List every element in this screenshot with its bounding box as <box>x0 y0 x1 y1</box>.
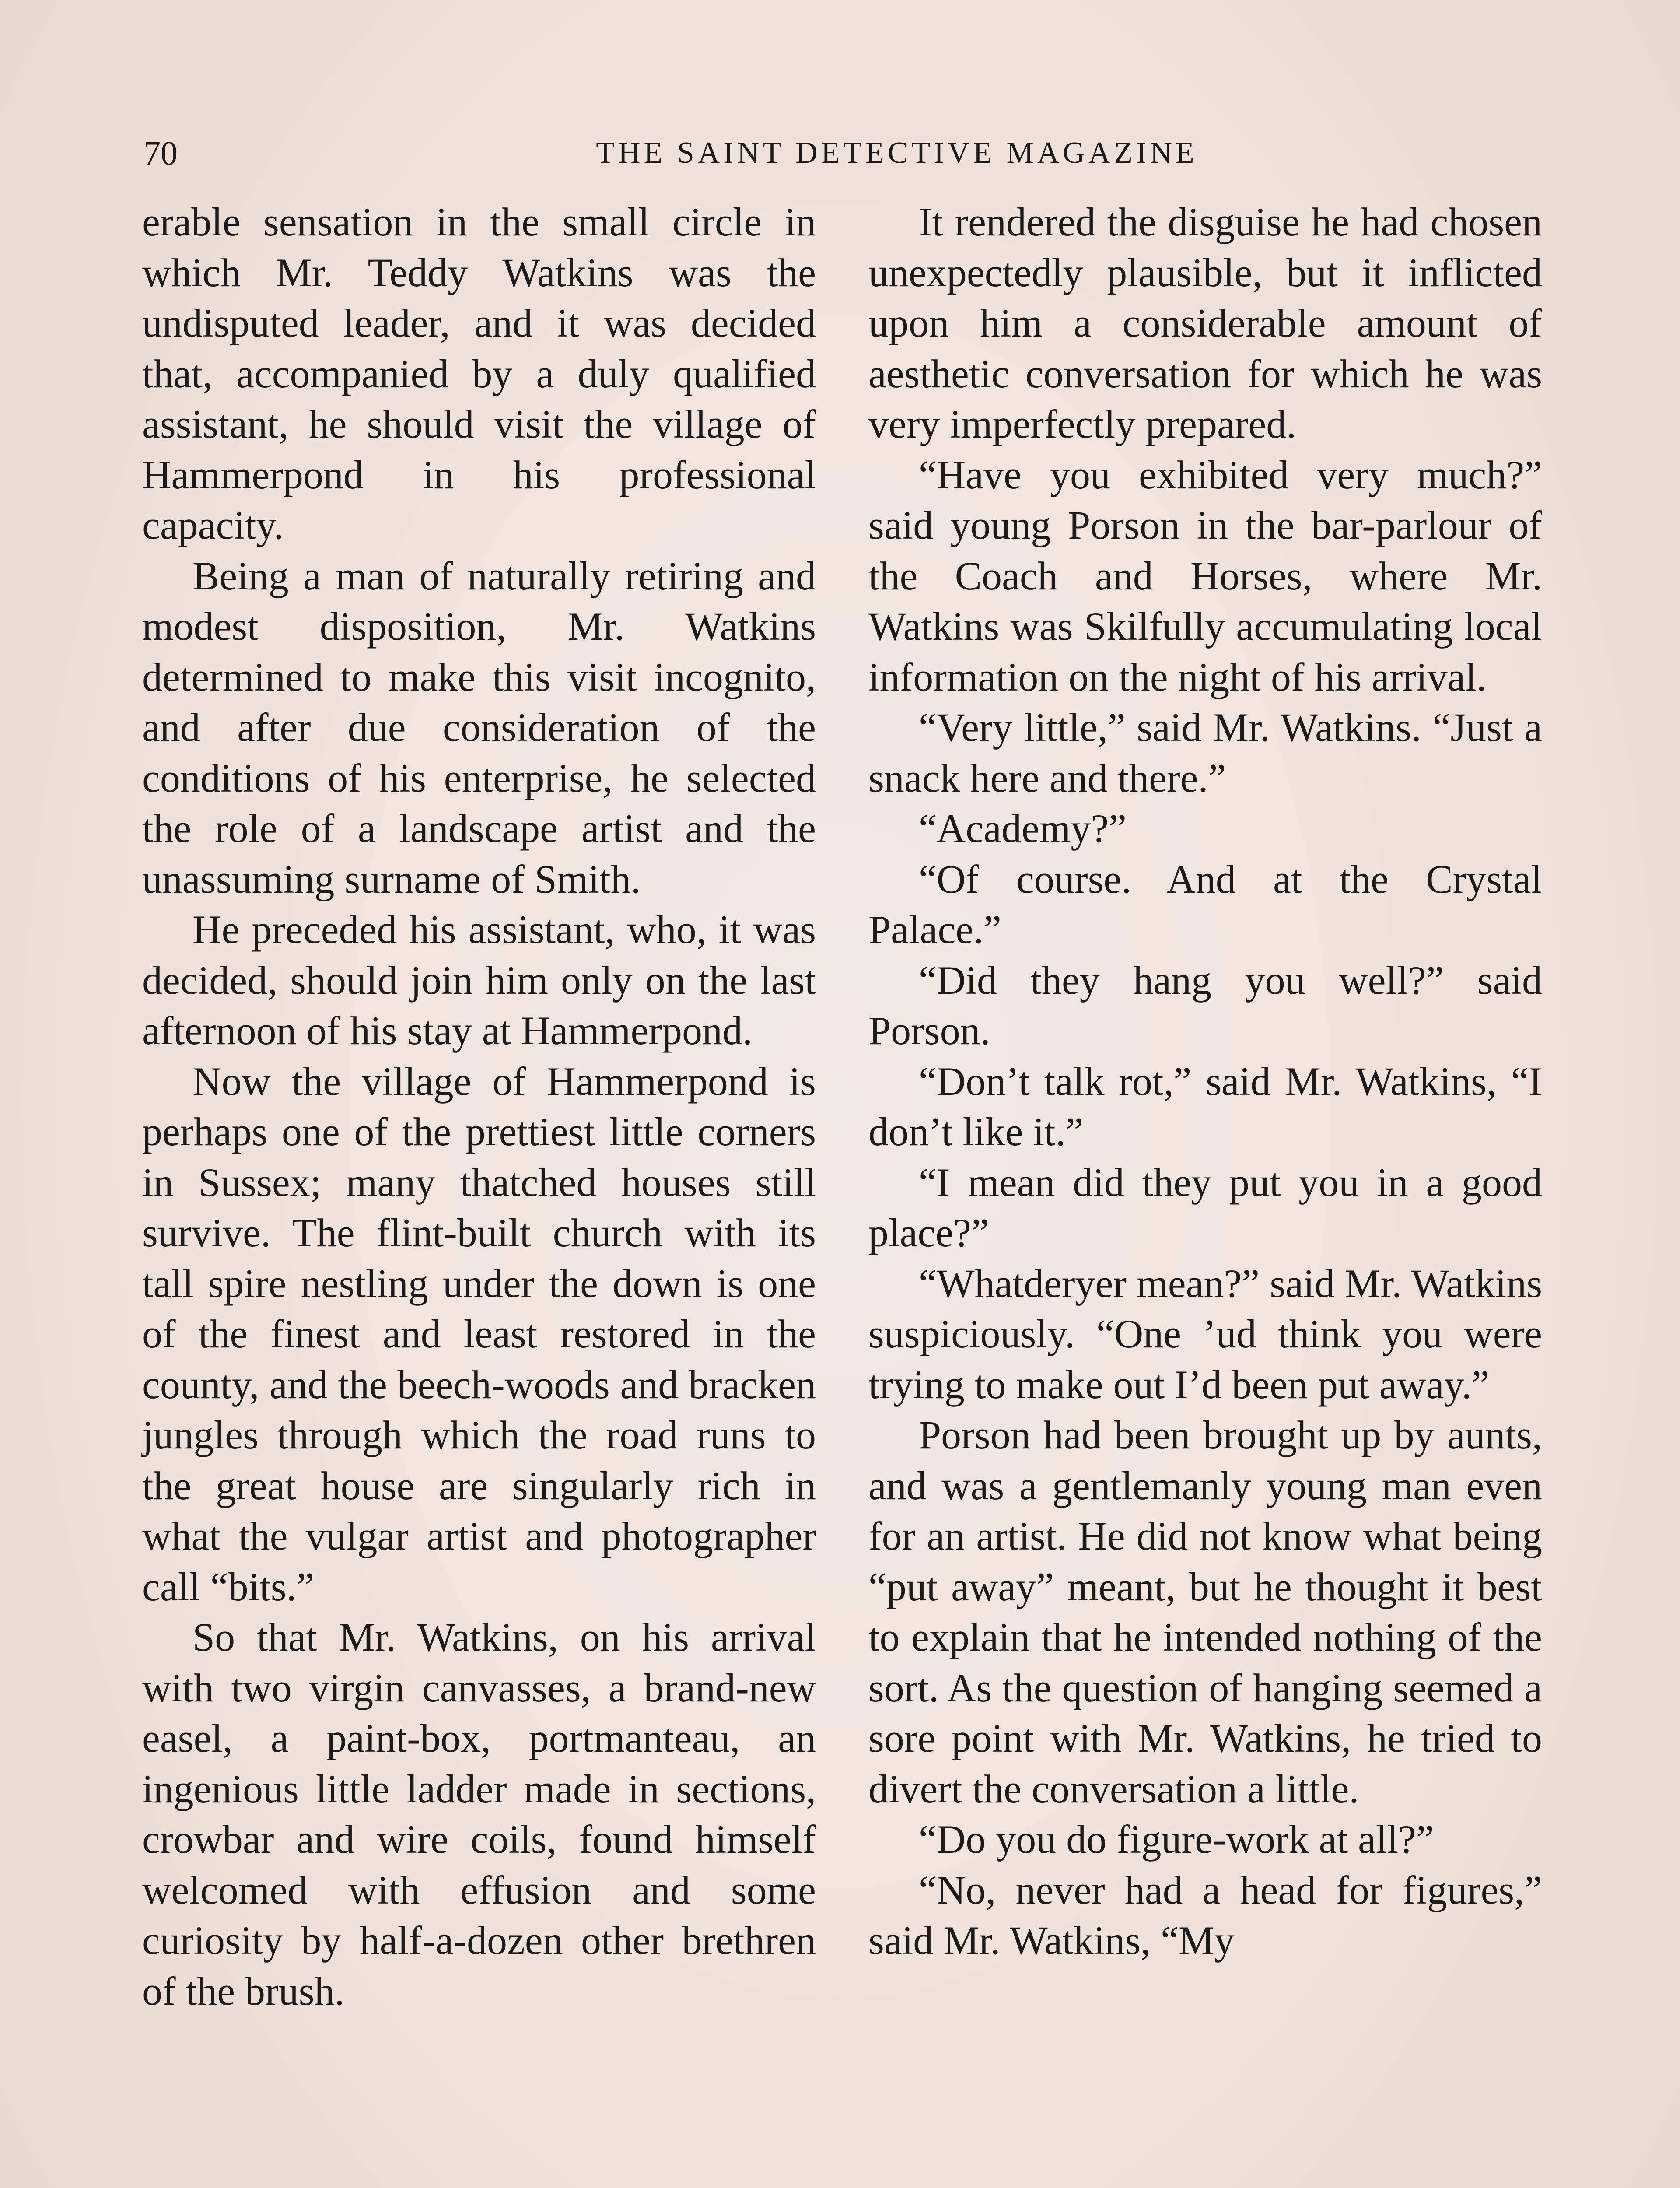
paragraph: “I mean did they put you in a good place?” <box>868 1160 1542 1255</box>
paragraph: “Did they hang you well?” said Porson. <box>868 957 1542 1053</box>
paragraph: He preceded his assistant, who, it was decided, should join him only on the last afternoon of his stay at Hammerpond. <box>142 907 816 1053</box>
page-number: 70 <box>144 134 178 172</box>
paragraph: “Have you exhibited very much?” said young Porson in the bar-parlour of the Coach and Horses, where Mr. Watkins was Skilfully accumulating local information on the night of his arrival. <box>868 452 1542 699</box>
paragraph: “Do you do figure-work at all?” <box>919 1817 1434 1862</box>
paragraph: “Don’t talk rot,” said Mr. Watkins, “I don’t like it.” <box>868 1059 1542 1154</box>
paragraph: Now the village of Hammerpond is perhaps one of the prettiest little corners in Sussex; many thatched houses still survive. The flint-built church with its tall spire nestling under the down is one of the finest and least restored in the county, and the beech-woods and bracken jungles through which the road runs to the great house are singularly rich in what the vulgar artist and photographer call “bits.” <box>142 1059 816 1609</box>
left-column <box>142 197 816 2016</box>
right-column <box>868 197 1542 1966</box>
running-title: THE SAINT DETECTIVE MAGAZINE <box>596 136 1198 170</box>
paragraph: Porson had been brought up by aunts, and was a gentlemanly young man even for an artist. He did not know what being “put away” meant, but he thought it best to explain that he intended nothing of the sort. As the question of hanging seemed a sore point with Mr. Watkins, he tried to divert the conversation a little. <box>868 1413 1542 1811</box>
paragraph: “Whatderyer mean?” said Mr. Watkins suspiciously. “One ’ud think you were trying to make out I’d been put away.” <box>868 1261 1542 1407</box>
paragraph: “Very little,” said Mr. Watkins. “Just a snack here and there.” <box>868 705 1542 800</box>
paragraph: So that Mr. Watkins, on his arrival with two virgin canvasses, a brand-new easel, a paint-box, portmanteau, an ingenious little ladder made in sections, crowbar and wire coils, found himself welcomed with effusion and some curiosity by half-a-dozen other brethren of the brush. <box>142 1615 816 2013</box>
page-header <box>140 129 1540 177</box>
paragraph: “No, never had a head for figures,” said Mr. Watkins, “My <box>868 1867 1542 1963</box>
paragraph: “Academy?” <box>919 806 1127 851</box>
paragraph: It rendered the disguise he had chosen unexpectedly plausible, but it inflicted upon him a considerable amount of aesthetic conversation for which he was very imperfectly prepared. <box>868 200 1542 446</box>
paragraph: erable sensation in the small circle in which Mr. Teddy Watkins was the undisputed leader, and it was decided that, accompanied by a duly qualified assistant, he should visit the village of Hammerpond in his professional capacity. <box>142 200 816 547</box>
paragraph: Being a man of naturally retiring and modest disposition, Mr. Watkins determined to make this visit incognito, and after due consideration of the conditions of his enterprise, he selected the role of a landscape artist and the unassuming surname of Smith. <box>142 553 816 901</box>
paragraph: “Of course. And at the Crystal Palace.” <box>868 856 1542 952</box>
